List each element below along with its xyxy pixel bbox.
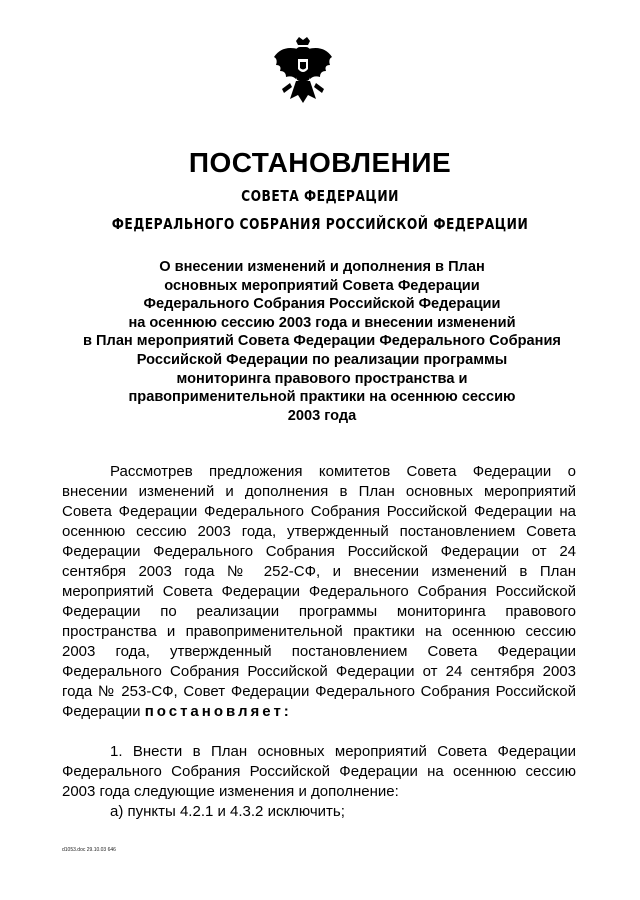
item-1a-paragraph: а) пункты 4.2.1 и 4.3.2 исключить; bbox=[110, 803, 345, 820]
heading-line: О внесении изменений и дополнения в План bbox=[159, 259, 485, 275]
preamble-text: Рассмотрев предложения комитетов Совета Федерации о внесении изменений и дополнения в План основных мероприятий Совета Федерации Федерального Собрания Российской Федерации на осеннюю сессию 2003 года, утвержденный постановлением Совета Федерации Федерального Собрания Российской Федерации от 24 сентября 2003 года № 252-СФ, и внесении изменений в План мероприятий Совета Федерации Федерального Собрания Российской Федерации по реализации программы мониторинга правового пространства и правоприменительной практики на осеннюю сессию 2003 года, утвержденный постановлением Совета Федерации Федерального Собрания Российской Федерации от 24 сентября 2003 года № 253-СФ, Совет Федерации Федерального Собрания Российской Федерации bbox=[62, 463, 576, 720]
resolves-word: постановляет: bbox=[144, 703, 292, 720]
heading-line: Российской Федерации по реализации программы bbox=[136, 351, 508, 368]
heading-line: основных мероприятий Совета Федерации bbox=[164, 277, 480, 294]
heading-line: на осеннюю сессию 2003 года и внесении изменений bbox=[128, 314, 516, 331]
issuer-line-1: СОВЕТА ФЕДЕРАЦИИ bbox=[241, 187, 399, 205]
heading-line: 2003 года bbox=[287, 407, 357, 424]
heading-line: Федерального Собрания Российской Федерации bbox=[143, 296, 501, 313]
heading-line: правоприменительной практики на осеннюю сессию bbox=[128, 389, 516, 406]
preamble-paragraph bbox=[62, 462, 576, 722]
heading-line: в План мероприятий Совета Федерации Федерального Собрания bbox=[83, 333, 561, 350]
issuer-line-2: ФЕДЕРАЛЬНОГО СОБРАНИЯ РОССИЙСКОЙ ФЕДЕРАЦИИ bbox=[111, 215, 529, 233]
document-title: ПОСТАНОВЛЕНИЕ bbox=[188, 147, 452, 178]
item-1-paragraph: 1. Внести в План основных мероприятий Совета Федерации Федерального Собрания Российской Федерации на осеннюю сессию 2003 года следующие изменения и дополнение: bbox=[62, 743, 576, 800]
document-body bbox=[62, 462, 576, 822]
heading-line: мониторинга правового пространства и bbox=[176, 370, 468, 387]
file-reference-footer: d1053.doc 29.10.03 646 bbox=[62, 847, 116, 853]
resolution-heading bbox=[30, 258, 614, 425]
double-headed-eagle-icon bbox=[272, 37, 334, 107]
